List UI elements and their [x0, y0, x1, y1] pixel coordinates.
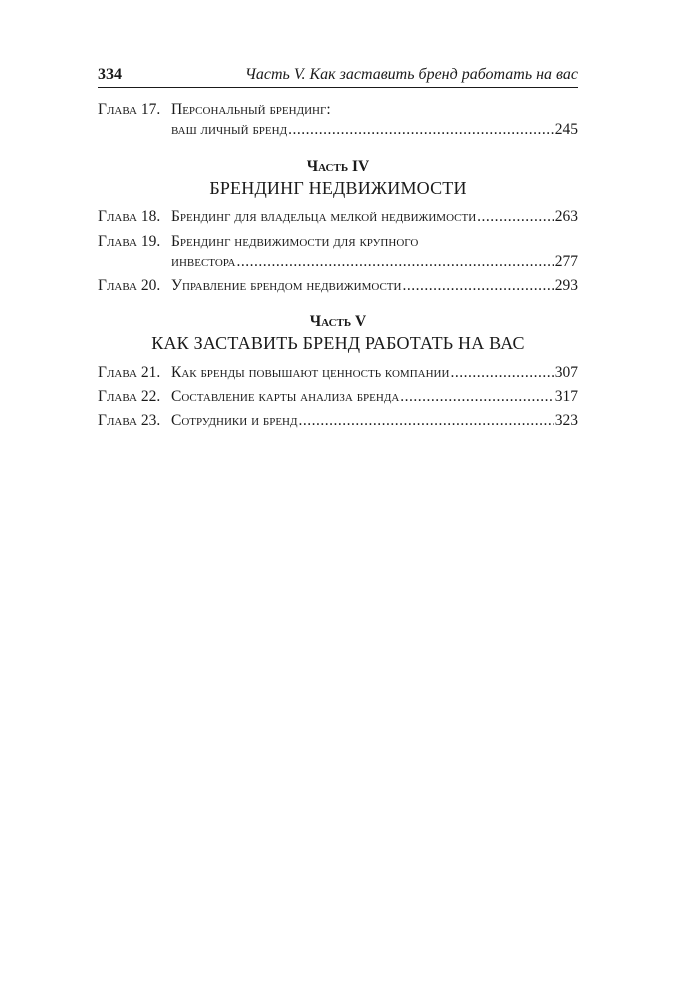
page-number: 334 — [98, 66, 122, 83]
chapter-number: Глава 19. — [98, 233, 161, 250]
part-title: КАК ЗАСТАВИТЬ БРЕНД РАБОТАТЬ НА ВАС — [151, 333, 525, 353]
chapter-title: Управление брендом недвижимости — [171, 277, 402, 294]
running-title: Часть V. Как заставить бренд работать на вас — [244, 66, 578, 83]
chapter-number: Глава 17. — [98, 101, 161, 118]
chapter-number: Глава 18. — [98, 208, 161, 225]
chapter-number: Глава 20. — [98, 277, 161, 294]
page-ref: 307 — [554, 364, 578, 381]
chapter-number: Глава 22. — [98, 388, 161, 405]
chapter-title-line1: Брендинг недвижимости для крупного — [171, 233, 419, 250]
page-header — [98, 66, 578, 88]
chapter-title-line1: Персональный брендинг: — [171, 101, 331, 118]
chapter-title: Как бренды повышают ценность компании — [171, 364, 450, 381]
chapter-number: Глава 23. — [98, 412, 161, 429]
chapter-title-line2: ваш личный бренд — [171, 121, 288, 138]
toc-entry-ch17[interactable] — [98, 100, 578, 120]
chapter-title: Брендинг для владельца мелкой недвижимости — [171, 208, 477, 225]
page-ref: 317 — [554, 388, 578, 405]
leader-dots — [400, 387, 553, 407]
leader-dots — [236, 252, 553, 272]
leader-dots — [477, 207, 554, 227]
part-title: БРЕНДИНГ НЕДВИЖИМОСТИ — [209, 178, 467, 198]
page-ref: 323 — [554, 412, 578, 429]
part-label: Часть IV — [306, 158, 370, 175]
toc-entry-ch22[interactable] — [98, 387, 578, 407]
page-ref: 293 — [554, 277, 578, 294]
leader-dots — [402, 276, 553, 296]
page-ref: 277 — [554, 253, 578, 270]
chapter-title: Сотрудники и бренд — [171, 412, 298, 429]
chapter-title: Составление карты анализа бренда — [171, 388, 400, 405]
toc-entry-ch17-cont[interactable] — [98, 120, 578, 140]
toc-entry-ch21[interactable] — [98, 363, 578, 383]
chapter-number: Глава 21. — [98, 364, 161, 381]
page-ref: 245 — [554, 121, 578, 138]
chapter-title-line2: инвестора — [171, 253, 236, 270]
toc-entry-ch19-cont[interactable] — [98, 252, 578, 272]
leader-dots — [450, 363, 553, 383]
leader-dots — [299, 411, 554, 431]
part-label: Часть V — [309, 313, 367, 330]
leader-dots — [288, 120, 554, 140]
toc-entry-ch19[interactable] — [98, 232, 578, 252]
toc-entry-ch20[interactable] — [98, 276, 578, 296]
toc-entry-ch23[interactable] — [98, 411, 578, 431]
toc-entry-ch18[interactable] — [98, 207, 578, 227]
page-ref: 263 — [554, 208, 578, 225]
